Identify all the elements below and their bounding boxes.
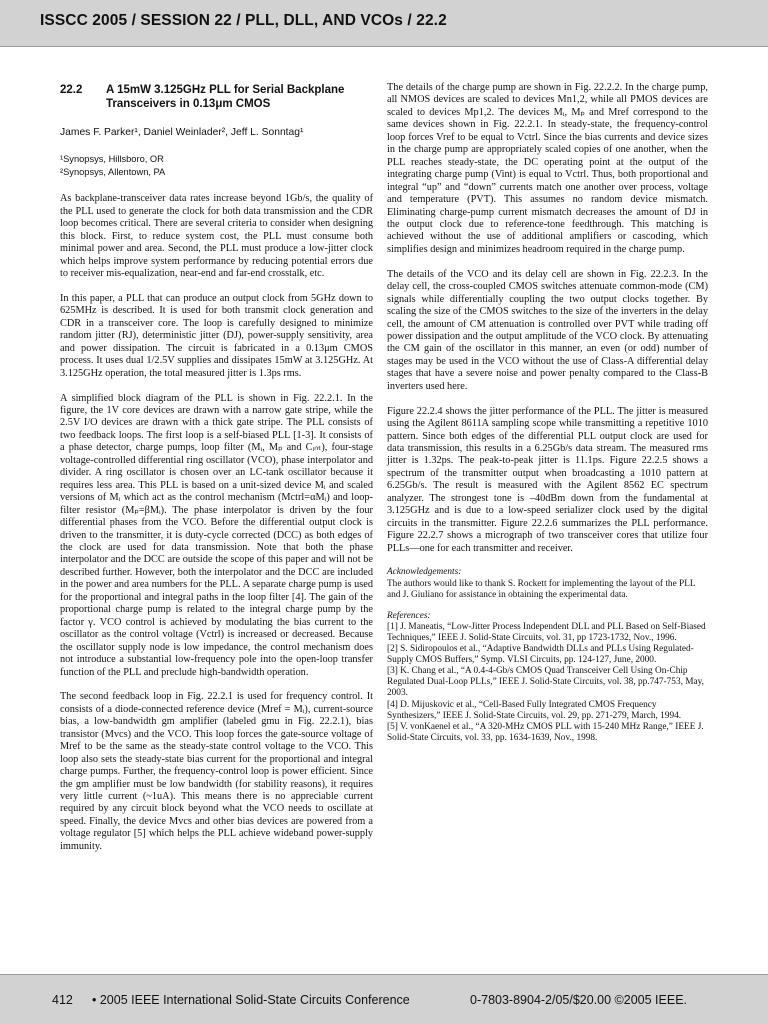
reference-item: [5] V. vonKaenel et al., “A 320-MHz CMOS PLL with 15-240 MHz Range,” IEEE J. Solid-State Circuits, vol. 33, pp. 1634-1639, Nov., 1998. <box>387 721 704 743</box>
header-rule <box>0 46 768 47</box>
conference-name: • 2005 IEEE International Solid-State Circuits Conference <box>92 993 410 1007</box>
ack-text: The authors would like to thank S. Rockett for implementing the layout of the PLL and J. Giuliano for assistance in obtaining the experimental data. <box>387 578 696 600</box>
body-paragraph: The second feedback loop in Fig. 22.2.1 is used for frequency control. It consists of a diode-connected reference device (Mref = Mᵢ), current-source bias, a low-bandwidth gm amplifier (labeled gmu in Fig. 22.2.1), bias transistor (Mvcs) and the VCO. This loop forces the gate-source voltage of Mref to be the same as the steady-state control voltage to the VCO. This loop also sets the steady-state bias current for the proportional and integral charge pumps. Further, the frequency-control loop is power efficient. Since the gm amplifier must be low bandwidth (for stability reasons), it requires very little current (~1uA). This means there is no appreciable current required by any circuit block beyond what the VCO needs to oscillate at speed. Finally, the device Mvcs and other bias devices are powered from a voltage regulator [5] which helps the PLL achieve wideband power-supply immunity. <box>60 691 373 852</box>
reference-item: [1] J. Maneatis, “Low-Jitter Process Independent DLL and PLL Based on Self-Biased Techniques,” IEEE J. Solid-State Circuits, vol. 31, pp 1723-1732, Nov., 1996. <box>387 621 706 643</box>
reference-item: [4] D. Mijuskovic et al., “Cell-Based Fully Integrated CMOS Frequency Synthesizers,” IEEE J. Solid-State Circuits, vol. 29, pp. 271-279, March, 1994. <box>387 699 682 721</box>
article-number: 22.2 <box>60 84 83 96</box>
body-paragraph: As backplane-transceiver data rates increase beyond 1Gb/s, the quality of the PLL used to generate the clock for both data transmission and the CDR loop becomes critical. There are several criteria to consider when designing this block. First, to reduce system cost, the PLL must consume both minimal power and area. Second, the PLL must produce a low-jitter clock which helps improve system performance by reducing potential errors due to receiver mis-equalization, near-end and far-end crosstalk, etc. <box>60 193 373 280</box>
left-column <box>60 82 373 866</box>
article-title-row <box>60 83 373 111</box>
right-column <box>387 82 708 744</box>
references <box>387 611 708 744</box>
body-paragraph: Figure 22.2.4 shows the jitter performance of the PLL. The jitter is measured using the Agilent 8611A sampling scope while transmitting a repetitive 1010 pattern. Since both edges of the differential PLL output clock are used for data transmission, this results in a 6.25Gb/s data stream. The measured rms jitter is 1.32ps. The peak-to-peak jitter is 11.1ps. Figure 22.2.5 shows a spectrum of the transmitter output when broadcasting a 1010 pattern at 6.25Gb/s. The result is measured with the Agilent 8562 EC spectrum analyzer. The strongest tone is –40dBm down from the fundamental at 3.125GHz and is due to a low-speed serializer clock used by the digital circuits in the transmitter. Figure 22.2.6 summarizes the PLL performance. Figure 22.2.7 shows a micrograph of two transceiver cores that utilize four PLLs—one for each transmitter and receiver. <box>387 405 708 554</box>
running-head: ISSCC 2005 / SESSION 22 / PLL, DLL, AND VCOs / 22.2 <box>40 12 447 29</box>
reference-item: [3] K. Chang et al., “A 0.4-4-Gb/s CMOS Quad Transceiver Cell Using On-Chip Regulated Dual-Loop PLLs,” IEEE J. Solid-State Circuits, vol. 38, pp.747-753, May, 2003. <box>387 666 704 699</box>
page-number: 412 <box>52 993 73 1007</box>
references-heading: References: <box>387 610 431 621</box>
isbn-copyright: 0-7803-8904-2/05/$20.00 ©2005 IEEE. <box>470 993 688 1007</box>
body-paragraph: The details of the charge pump are shown in Fig. 22.2.2. In the charge pump, all NMOS devices are scaled to devices Mn1,2, while all PMOS devices are scaled to devices Mp1,2. The devices Mᵢ, Mₚ and Mref correspond to the same devices shown in Fig. 22.2.1. In steady-state, the frequency-control loop forces Vref to be equal to Vctrl. Since the bias currents and device sizes in the charge pump are appropriately scaled copies of one another, when the PLL reaches steady-state, the DC operating point at the output of the integrating charge pump (Vint) is equal to Vctrl. Thus, both proportional and integral “up” and “down” currents match one another over process, voltage and temperature (PVT). This assumes no random device mismatch. Eliminating charge-pump current mismatch decreases the amount of DJ in the output clock due to reference-tone feedthrough. This matching is achieved without the use of additional amplifiers or cascoding, which simplifies design and minimizes headroom required in the charge pump. <box>387 82 708 255</box>
ack-heading: Acknowledgements: <box>387 567 462 578</box>
affiliation-2: ²Synopsys, Allentown, PA <box>60 166 166 177</box>
authors: James F. Parker¹, Daniel Weinlader², Jeff L. Sonntag¹ <box>60 127 304 138</box>
reference-item: [2] S. Sidiropoulos et al., “Adaptive Bandwidth DLLs and PLLs Using Regulated-Supply CMOS Buffers,” Symp. VLSI Circuits, pp. 124-127, June, 2000. <box>387 644 694 666</box>
affiliation-1: ¹Synopsys, Hillsboro, OR <box>60 154 164 165</box>
article-title: A 15mW 3.125GHz PLL for Serial Backplane Transceivers in 0.13μm CMOS <box>106 84 345 110</box>
body-paragraph: The details of the VCO and its delay cell are shown in Fig. 22.2.3. In the delay cell, the cross-coupled CMOS switches attenuate common-mode (CM) signals while differentially coupling the two output clocks together. By scaling the size of the CMOS switches to the size of the inverters in the delay cell, the amount of CM attenuation is controlled over PVT while trading off power dissipation and the output amplitude of the VCO clock. By attenuating the CM gain of the oscillator in this manner, an even (or odd) number of stages may be used in the VCO without the use of Class-A differential delay stages that have a severe noise and power penalty compared to the Class-B inverters used here. <box>387 268 708 392</box>
acknowledgements <box>387 567 708 600</box>
affiliations <box>60 153 373 178</box>
body-paragraph: A simplified block diagram of the PLL is shown in Fig. 22.2.1. In the figure, the 1V core devices are drawn with a narrow gate stripe, while the 2.5V I/O devices are drawn with a thick gate stripe. The PLL consists of two feedback loops. The first loop is a self-biased PLL [1-3]. It consists of a phase detector, charge pumps, loop filter (Mᵢ, Mₚ and Cᵢₙₜ), four-stage voltage-controlled differential ring oscillator (VCO), phase interpolator and divider. A ring oscillator is chosen over an LC-tank oscillator because it requires less area. This PLL is based on a unit-sized device Mᵢ and scaled versions of Mᵢ which act as the control mechanism (Mctrl=αMᵢ) and loop-filter resistor (Mₚ=βMᵢ). The phase interpolator is driven by the four differential phases from the VCO. Before the differential output clock is driven to the transmitter, it is duty-cycle corrected (DCC) as both edges of the clock are used for data transmission. Note that both the phase interpolator and the DCC are outside the scope of this paper and will not be described further. However, both the interpolator and the DCC are included in the power and area numbers for the PLL. A separate charge pump is used for the proportional and integral paths in the loop filter [4]. The gain of the proportional charge pump is related to the integral charge pump by the factor γ. VCO control is achieved by modulating the bias current to the oscillator as the control voltage (Vctrl) is increased or decreased. Because the oscillator supply node is low impedance, the control mechanism does not introduce a substantial low-frequency pole into the open-loop transfer function of the PLL and preclude high-bandwidth operation. <box>60 392 373 678</box>
body-paragraph: In this paper, a PLL that can produce an output clock from 5GHz down to 625MHz is described. It is used for both transmit clock generation and CDR in a transceiver core. The loop is carefully designed to minimize random jitter (RJ), deterministic jitter (DJ), power-supply sensitivity, area and power dissipation. The circuit is fabricated in a 0.13μm CMOS process. It uses dual 1/2.5V supplies and dissipates 15mW at 3.125GHz. At 3.125GHz operation, the total measured jitter is 1.3ps rms. <box>60 293 373 379</box>
